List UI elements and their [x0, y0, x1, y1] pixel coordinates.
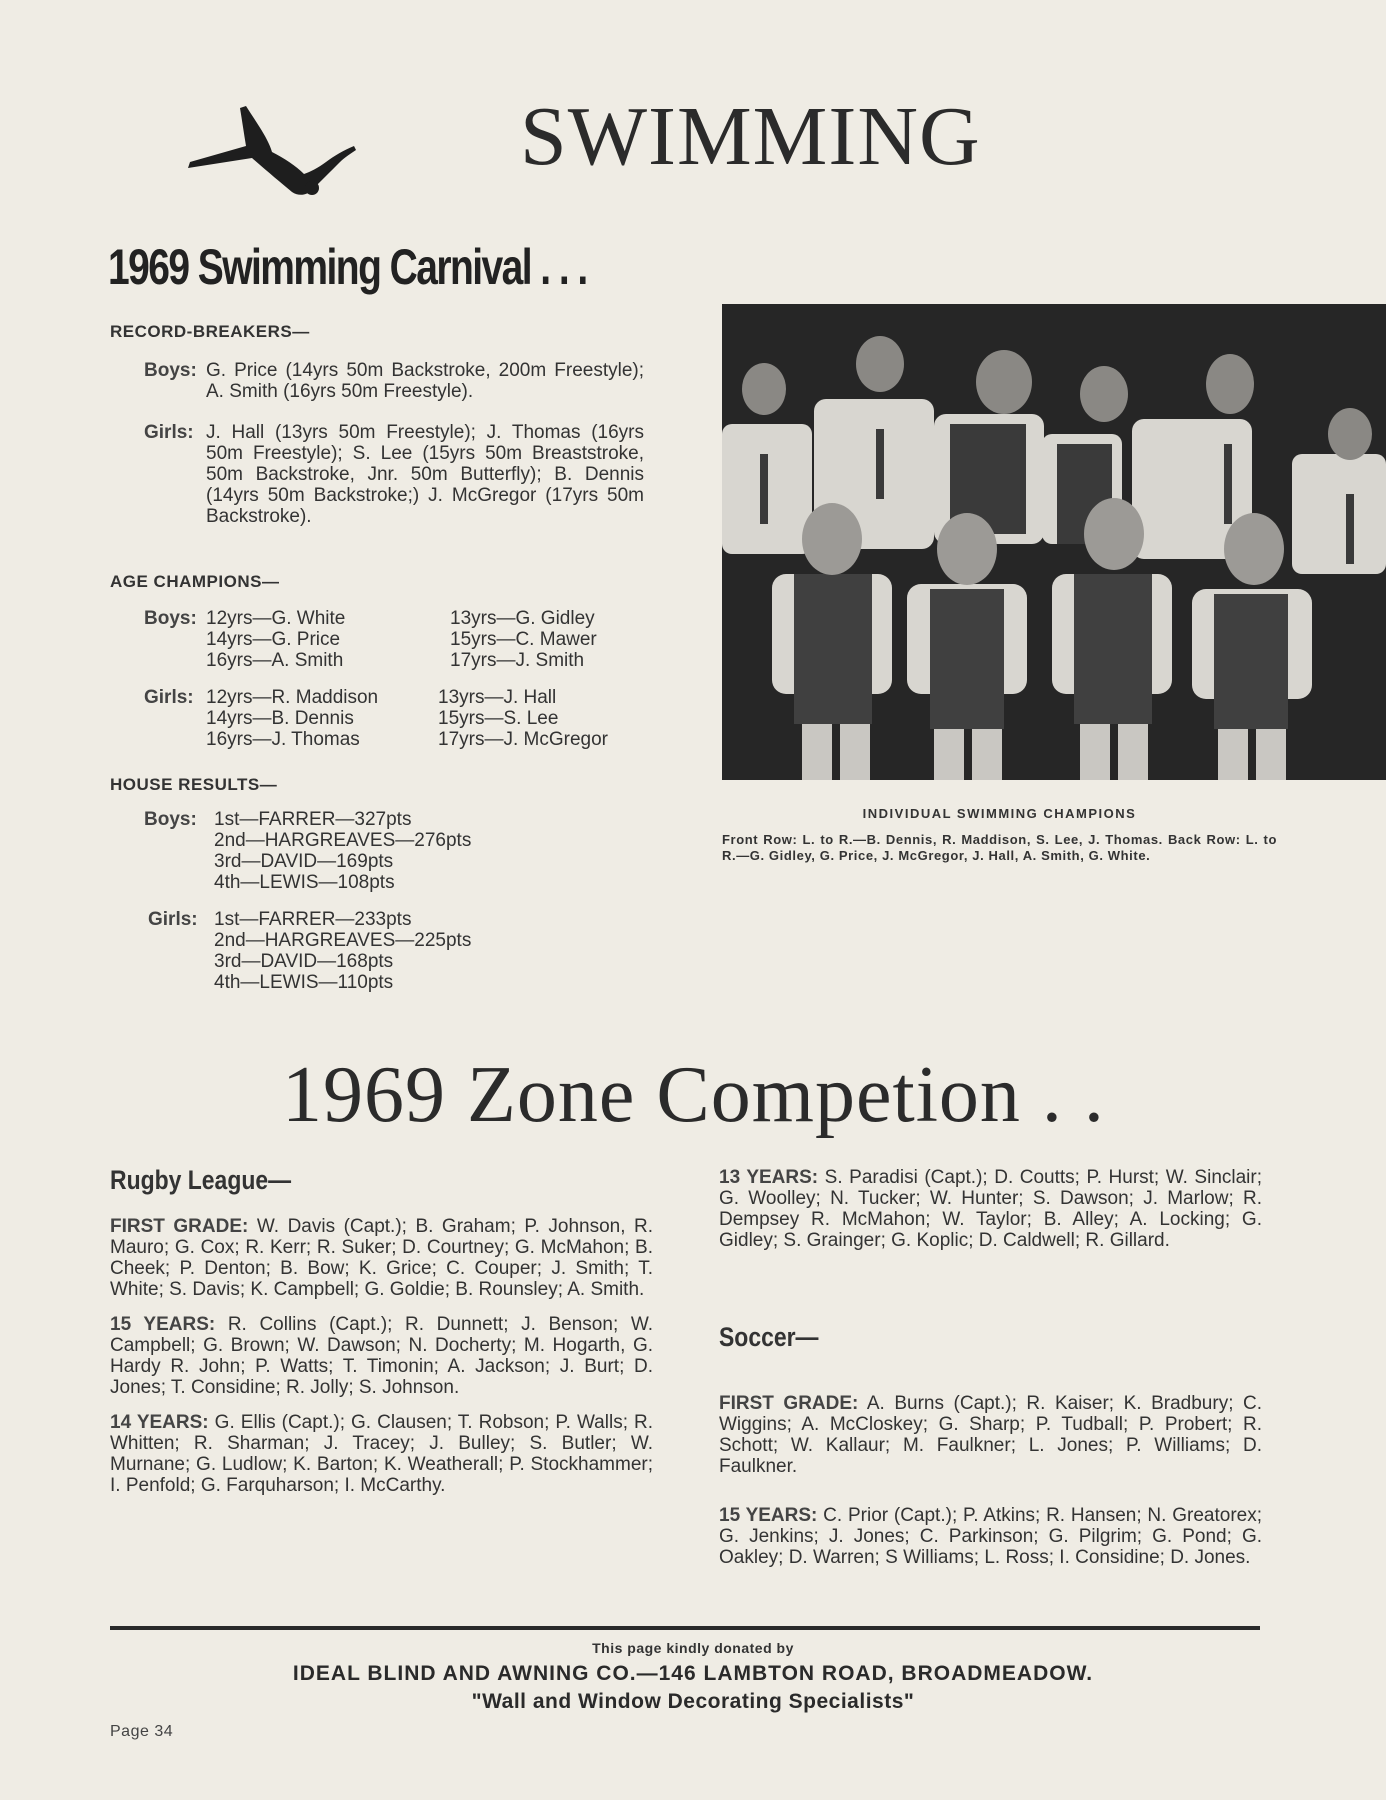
carnival-title: 1969 Swimming Carnival . . . [108, 239, 587, 295]
house-results-heading: HOUSE RESULTS— [110, 775, 278, 794]
fourteen-label: 14 YEARS: [110, 1412, 209, 1433]
fifteen-label: 15 YEARS: [110, 1314, 216, 1335]
record-girls [144, 422, 650, 527]
list-item: 16yrs—A. Smith [206, 650, 344, 671]
soccer-heading: Soccer— [719, 1322, 819, 1352]
house-girls [148, 909, 670, 993]
record-girls-text: J. Hall (13yrs 50m Freestyle); J. Thomas (16yrs 50m Freestyle); S. Lee (15yrs 50m Breaststroke, 50m Backstroke, Jnr. 50m Butterfly); B. Dennis (14yrs 50m Backstroke;) J. McGregor (17yrs 50m Backstroke). [206, 422, 644, 527]
photo-caption: Front Row: L. to R.—B. Dennis, R. Maddison, S. Lee, J. Thomas. Back Row: L. to R.—G. Gidley, G. Price, J. McGregor, J. Hall, A. Smith, G. White. [722, 832, 1277, 863]
list-item: 17yrs—J. McGregor [438, 729, 608, 750]
soccer-15-years [719, 1505, 1262, 1568]
first-grade-label: FIRST GRADE: [719, 1393, 859, 1414]
age-boys [144, 608, 670, 671]
boys-label: Boys: [144, 360, 197, 381]
girls-label: Girls: [144, 422, 194, 443]
record-breakers-section [110, 322, 650, 527]
soccer-first-grade-text: A. Burns (Capt.); R. Kaiser; K. Bradbury; C. Wiggins; A. McCloskey; G. Sharp; P. Tudball; P. Probert; R. Schott; W. Kallaur; M. Faulkner; L. Jones; P. Williams; D. Faulkner. [719, 1393, 1263, 1477]
age-girls-list [206, 687, 638, 750]
zone-title: 1969 Zone Competion . . [282, 1051, 1105, 1139]
page-number: Page 34 [110, 1723, 174, 1740]
rugby-first-grade [110, 1216, 653, 1300]
page-title: SWIMMING [520, 90, 981, 183]
list-item: 15yrs—C. Mawer [450, 629, 597, 650]
list-item: 2nd—HARGREAVES—276pts [214, 830, 472, 851]
record-boys [144, 360, 650, 402]
house-boys [144, 809, 670, 893]
soccer-15-years-text: C. Prior (Capt.); P. Atkins; R. Hansen; N. Greatorex; G. Jenkins; J. Jones; C. Parkinson; G. Pilgrim; G. Pond; G. Oakley; D. Warren; S Williams; L. Ross; I. Considine; D. Jones. [719, 1505, 1262, 1568]
champions-photo [722, 304, 1386, 780]
rugby-13-years [719, 1167, 1262, 1251]
list-item: 15yrs—S. Lee [438, 708, 559, 729]
soccer-first-grade [719, 1393, 1262, 1477]
rugby-13-section [719, 1167, 1262, 1251]
house-girls-list [214, 909, 471, 993]
rugby-13-years-text: S. Paradisi (Capt.); D. Coutts; P. Hurst; W. Sinclair; G. Woolley; N. Tucker; W. Hunter; S. Dawson; J. Marlow; R. Dempsey R. McMahon; W. Taylor; B. Alley; A. Locking; G. Gidley; S. Grainger; G. Koplic; D. Caldwell; R. Gillard. [719, 1167, 1263, 1251]
age-champions-section [110, 572, 670, 750]
fifteen-label: 15 YEARS: [719, 1505, 818, 1526]
rugby-section [110, 1165, 653, 1496]
rugby-15-years [110, 1314, 653, 1398]
first-grade-label: FIRST GRADE: [110, 1216, 249, 1237]
list-item: 2nd—HARGREAVES—225pts [214, 930, 472, 951]
list-item: 16yrs—J. Thomas [206, 729, 360, 750]
list-item: 4th—LEWIS—108pts [214, 872, 395, 893]
record-breakers-heading: RECORD-BREAKERS— [110, 322, 310, 341]
list-item: 14yrs—B. Dennis [206, 708, 354, 729]
girls-label: Girls: [148, 909, 198, 930]
footer-company: IDEAL BLIND AND AWNING CO.—146 LAMBTON ROAD, BROADMEADOW. [292, 1662, 1094, 1685]
list-item: 12yrs—G. White [206, 608, 346, 629]
age-champions-heading: AGE CHAMPIONS— [110, 572, 280, 591]
age-boys-list [206, 608, 650, 671]
list-item: 1st—FARRER—327pts [214, 809, 412, 830]
boys-label: Boys: [144, 809, 197, 830]
footer-slogan: "Wall and Window Decorating Specialists" [471, 1690, 915, 1713]
footer-divider [110, 1626, 1260, 1630]
list-item: 3rd—DAVID—168pts [214, 951, 394, 972]
list-item: 12yrs—R. Maddison [206, 687, 379, 708]
list-item: 4th—LEWIS—110pts [214, 972, 394, 993]
list-item: 1st—FARRER—233pts [214, 909, 412, 930]
house-boys-list [214, 809, 471, 893]
house-results-section [110, 775, 670, 993]
soccer-section [719, 1322, 1262, 1568]
rugby-first-grade-text: W. Davis (Capt.); B. Graham; P. Johnson, R. Mauro; G. Cox; R. Kerr; R. Suker; D. Courtney; G. McMahon; B. Cheek; P. Denton; B. Bow; K. Grice; C. Couper; J. Smith; T. White; S. Davis; K. Campbell; G. Goldie; B. Rounsley; A. Smith. [110, 1216, 654, 1300]
list-item: 17yrs—J. Smith [450, 650, 585, 671]
photo-caption-heading: INDIVIDUAL SWIMMING CHAMPIONS [862, 806, 1137, 821]
girls-label: Girls: [144, 687, 194, 708]
champions-photo-image [722, 304, 1386, 780]
list-item: 13yrs—G. Gidley [450, 608, 595, 629]
boys-label: Boys: [144, 608, 197, 629]
list-item: 14yrs—G. Price [206, 629, 341, 650]
age-girls [144, 687, 670, 750]
rugby-14-years [110, 1412, 653, 1496]
thirteen-label: 13 YEARS: [719, 1167, 819, 1188]
rugby-14-years-text: G. Ellis (Capt.); G. Clausen; T. Robson; P. Walls; R. Whitten; R. Sharman; J. Tracey; J. Bulley; S. Butler; W. Murnane; G. Ludlow; K. Barton; K. Weatherall; P. Stockhammer; I. Penfold; G. Farquharson; I. McCarthy. [110, 1412, 654, 1496]
list-item: 13yrs—J. Hall [438, 687, 557, 708]
rugby-heading: Rugby League— [110, 1165, 292, 1195]
rugby-15-years-text: R. Collins (Capt.); R. Dunnett; J. Benson; W. Campbell; G. Brown; W. Dawson; N. Docherty; M. Hogarth, G. Hardy R. John; P. Watts; T. Timonin; A. Jackson; J. Burt; D. Jones; T. Considine; R. Jolly; S. Johnson. [110, 1314, 654, 1398]
list-item: 3rd—DAVID—169pts [214, 851, 394, 872]
record-boys-text: G. Price (14yrs 50m Backstroke, 200m Freestyle); A. Smith (16yrs 50m Freestyle). [206, 360, 644, 402]
diver-icon [180, 100, 360, 210]
footer-donated: This page kindly donated by [592, 1640, 794, 1656]
